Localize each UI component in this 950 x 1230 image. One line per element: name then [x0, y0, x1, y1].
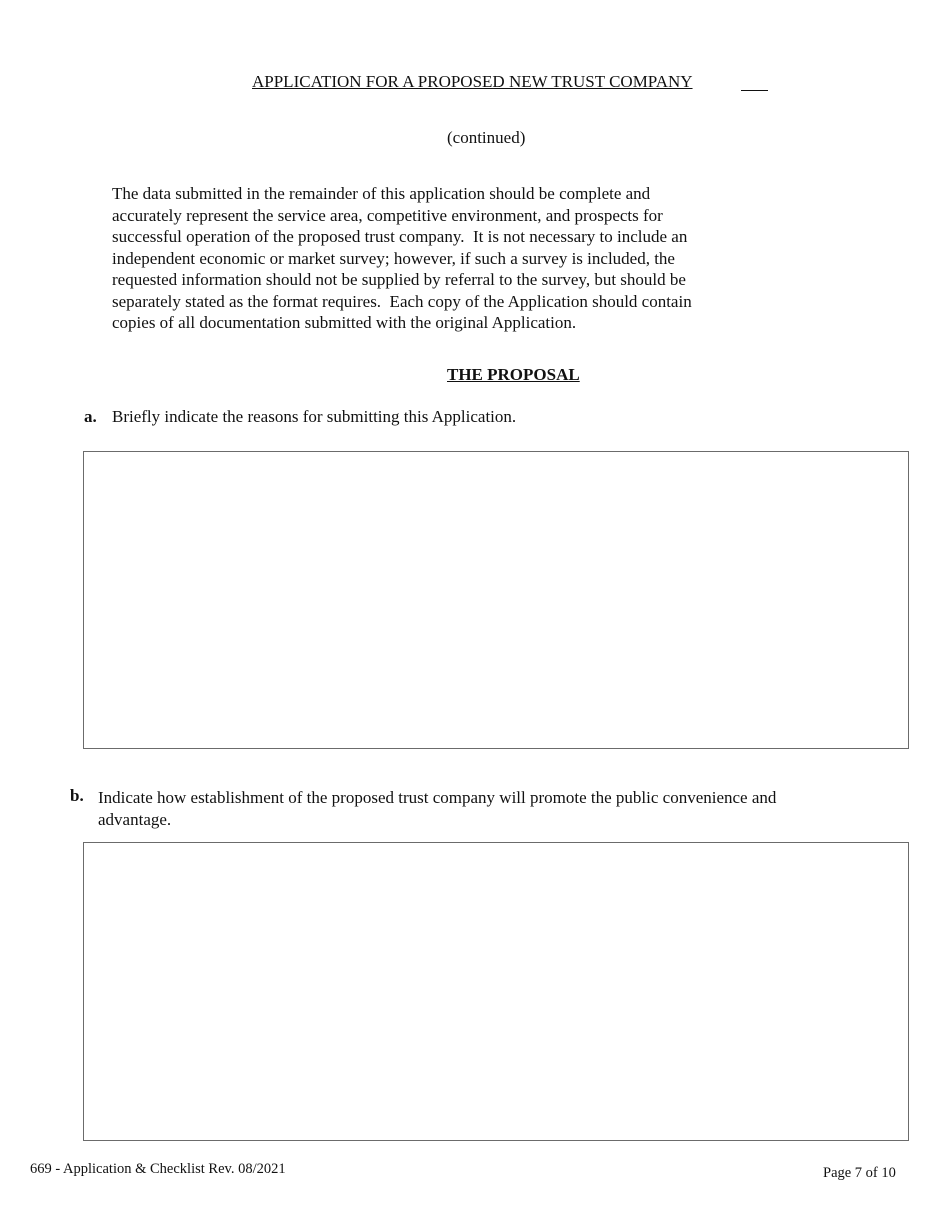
question-a-text [112, 406, 516, 428]
question-b-line: advantage. [98, 809, 172, 829]
intro-line: independent economic or market survey; however, if such a survey is included, the [112, 248, 675, 268]
intro-line: separately stated as the format requires. Each copy of the Application should contain [112, 291, 692, 311]
title-underline-fill [741, 90, 768, 91]
intro-line: accurately represent the service area, competitive environment, and prospects for [112, 205, 663, 225]
intro-paragraph [112, 183, 772, 334]
intro-line: requested information should not be supplied by referral to the survey, but should be [112, 270, 686, 289]
question-b-text [98, 787, 776, 830]
question-a-line: Briefly indicate the reasons for submitting this Application. [112, 407, 517, 426]
intro-line: copies of all documentation submitted with the original Application. [112, 313, 577, 332]
footer-page-number: Page 7 of 10 [823, 1165, 896, 1181]
page-title: APPLICATION FOR A PROPOSED NEW TRUST COMPANY [252, 72, 693, 91]
question-b-marker: b. [70, 786, 84, 805]
question-b-line: Indicate how establishment of the proposed trust company will promote the public convenience and [98, 788, 777, 807]
question-a-marker: a. [84, 407, 97, 426]
intro-line: successful operation of the proposed trust company. It is not necessary to include an [112, 227, 688, 246]
question-b-answer-box[interactable] [83, 842, 909, 1141]
question-a-answer-box[interactable] [83, 451, 909, 749]
footer-form-id: 669 - Application & Checklist Rev. 08/2021 [30, 1161, 286, 1177]
continued-label: (continued) [447, 128, 526, 147]
intro-line: The data submitted in the remainder of this application should be complete and [112, 184, 651, 203]
section-heading: THE PROPOSAL [447, 365, 580, 384]
